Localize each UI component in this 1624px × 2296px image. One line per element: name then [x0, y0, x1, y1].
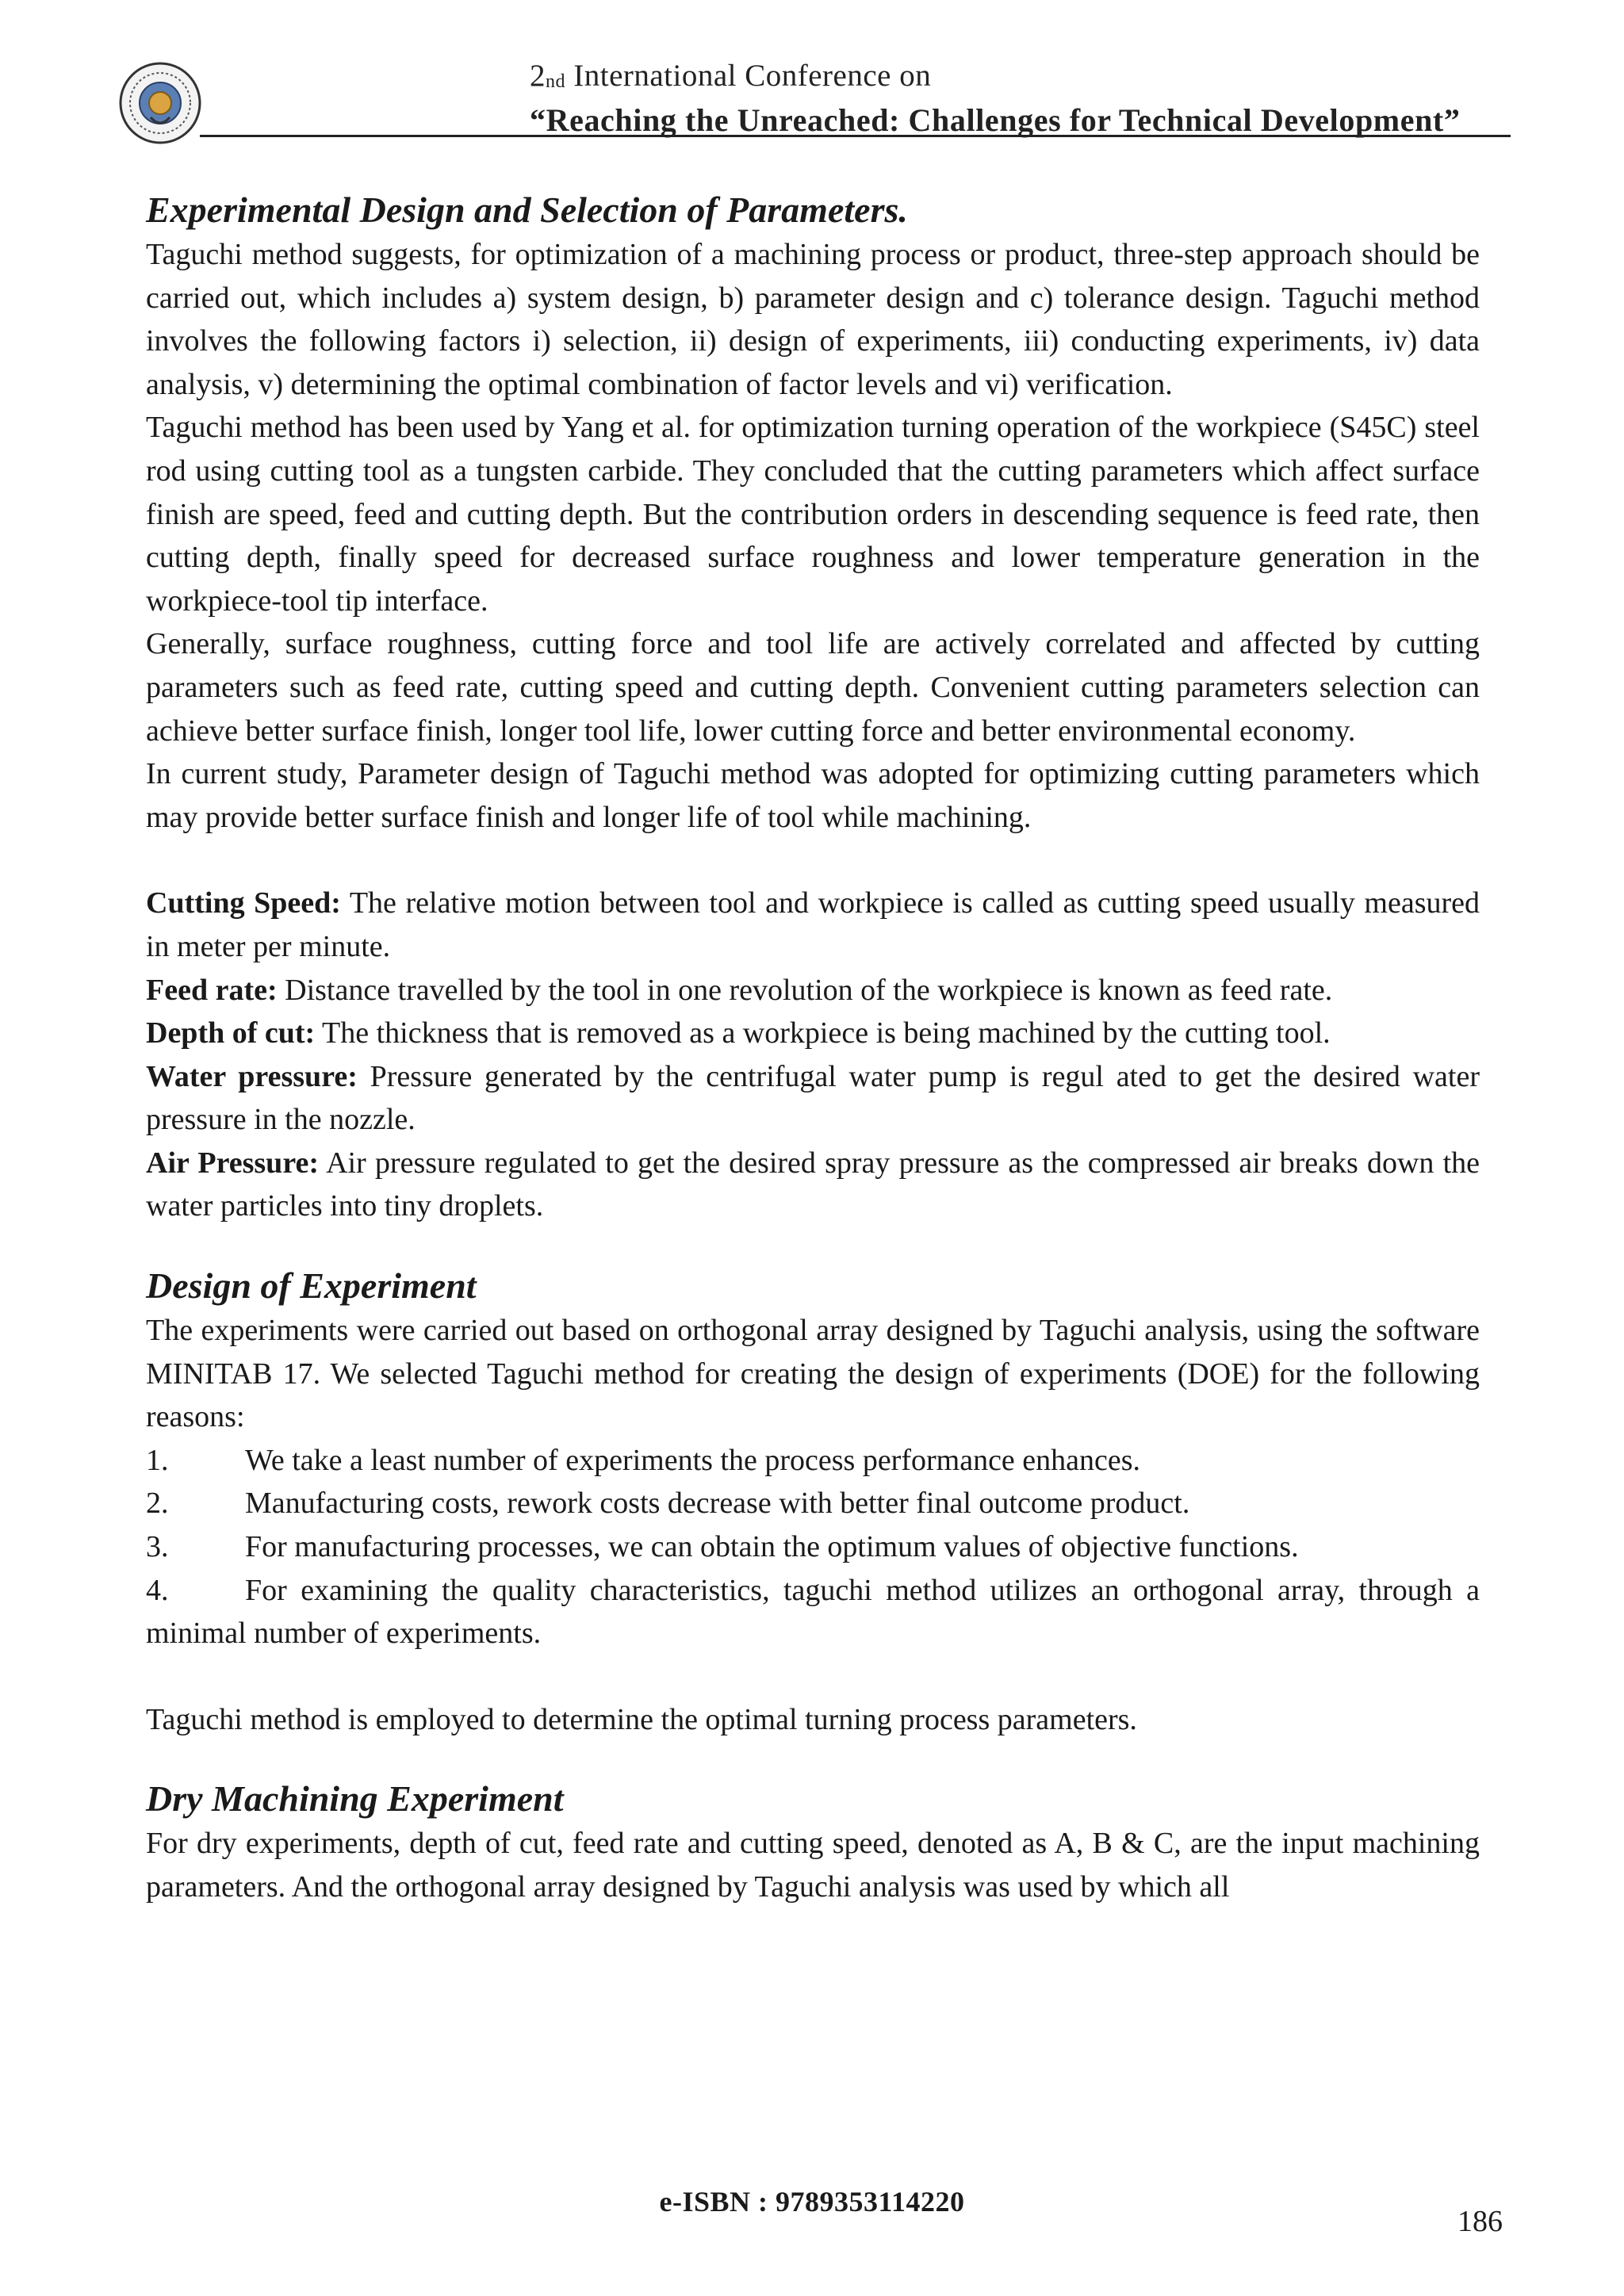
paragraph: For dry experiments, depth of cut, feed rate and cutting speed, denoted as A, B & C, are the input machining parameters. And the orthogonal array designed by Taguchi analysis was used by which all: [146, 1827, 1480, 1904]
parameter-term: Air Pressure:: [146, 1146, 320, 1180]
spacer: [146, 1741, 1480, 1776]
conference-theme: “Reaching the Unreached: Challenges for Technical Development”: [530, 102, 1461, 138]
conference-title: [530, 57, 1521, 101]
section-heading-design-of-experiment: Design of Experiment: [146, 1265, 477, 1307]
conference-name: International Conference on: [573, 59, 932, 93]
parameter-text: Pressure generated by the centrifugal water pump is regul ated to get the desired water pressure in the nozzle.: [146, 1059, 1480, 1137]
list-item: [146, 1439, 1480, 1483]
conference-logo: [119, 62, 201, 144]
parameter-term: Cutting Speed:: [146, 886, 341, 920]
header-divider: [200, 135, 1511, 137]
list-text: Manufacturing costs, rework costs decrease with better final outcome product.: [245, 1487, 1190, 1521]
page-body: [146, 187, 1480, 1909]
parameter-term: Water pressure:: [146, 1059, 358, 1093]
page-number: 186: [1457, 2205, 1503, 2238]
parameter-term: Feed rate:: [146, 973, 278, 1007]
paragraph: Taguchi method is employed to determine the optimal turning process parameters.: [146, 1702, 1137, 1736]
page-header: [530, 57, 1521, 140]
parameter-definition: [146, 969, 1480, 1012]
parameter-definition: [146, 1142, 1480, 1228]
paragraph: Generally, surface roughness, cutting force and tool life are actively correlated and affected by cutting parameters such as feed rate, cutting speed and cutting depth. Convenient cutting parameters selection can achieve better surface finish, longer tool life, lower cutting force and better environmental economy.: [146, 627, 1480, 748]
section-heading-dry-machining: Dry Machining Experiment: [146, 1778, 564, 1820]
section-heading-experimental-design: Experimental Design and Selection of Parameters.: [146, 189, 908, 230]
spacer: [146, 1655, 1480, 1698]
parameter-definition: [146, 1012, 1480, 1055]
parameter-text: The thickness that is removed as a workpiece is being machined by the cutting tool.: [315, 1016, 1331, 1050]
conference-ordinal: 2: [530, 59, 546, 93]
list-number: 4.: [146, 1573, 169, 1607]
list-item: [146, 1482, 1480, 1525]
spacer: [146, 1228, 1480, 1263]
list-text: For examining the quality characteristics, taguchi method utilizes an orthogonal array, through a minimal number of experiments.: [146, 1573, 1480, 1651]
list-number: 2.: [146, 1487, 169, 1521]
conference-ordinal-suffix: nd: [546, 71, 565, 92]
parameter-definition: [146, 1055, 1480, 1142]
parameter-definition: [146, 882, 1480, 968]
list-number: 1.: [146, 1443, 169, 1477]
paragraph: The experiments were carried out based on orthogonal array designed by Taguchi analysis, using the software MINITAB 17. We selected Taguchi method for creating the design of experiments (DOE) for the following reasons:: [146, 1314, 1480, 1434]
spacer: [146, 839, 1480, 882]
paragraph: In current study, Parameter design of Taguchi method was adopted for optimizing cutting parameters which may provide better surface finish and longer life of tool while machining.: [146, 757, 1480, 834]
parameter-term: Depth of cut:: [146, 1016, 316, 1050]
list-item: [146, 1569, 1480, 1655]
list-text: For manufacturing processes, we can obtain the optimum values of objective functions.: [245, 1530, 1299, 1564]
parameter-text: Air pressure regulated to get the desired spray pressure as the compressed air breaks down the water particles into tiny droplets.: [146, 1146, 1480, 1223]
paragraph: Taguchi method suggests, for optimization of a machining process or product, three-step approach should be carried out, which includes a) system design, b) parameter design and c) tolerance design. Taguchi method involves the following factors i) selection, ii) design of experiments, iii) conducting experiments, iv) data analysis, v) determining the optimal combination of factor levels and vi) verification.: [146, 238, 1480, 401]
parameter-text: The relative motion between tool and workpiece is called as cutting speed usually measured in meter per minute.: [146, 886, 1480, 963]
parameter-text: Distance travelled by the tool in one revolution of the workpiece is known as feed rate.: [277, 973, 1333, 1007]
list-number: 3.: [146, 1530, 169, 1564]
list-text: We take a least number of experiments the process performance enhances.: [245, 1443, 1141, 1477]
paragraph: Taguchi method has been used by Yang et al. for optimization turning operation of the workpiece (S45C) steel rod using cutting tool as a tungsten carbide. They concluded that the cutting parameters which affect surface finish are speed, feed and cutting depth. But the contribution orders in descending sequence is feed rate, then cutting depth, finally speed for decreased surface roughness and lower temperature generation in the workpiece-tool tip interface.: [146, 411, 1480, 618]
list-item: [146, 1525, 1480, 1569]
footer-isbn: e-ISBN : 9789353114220: [659, 2186, 965, 2218]
